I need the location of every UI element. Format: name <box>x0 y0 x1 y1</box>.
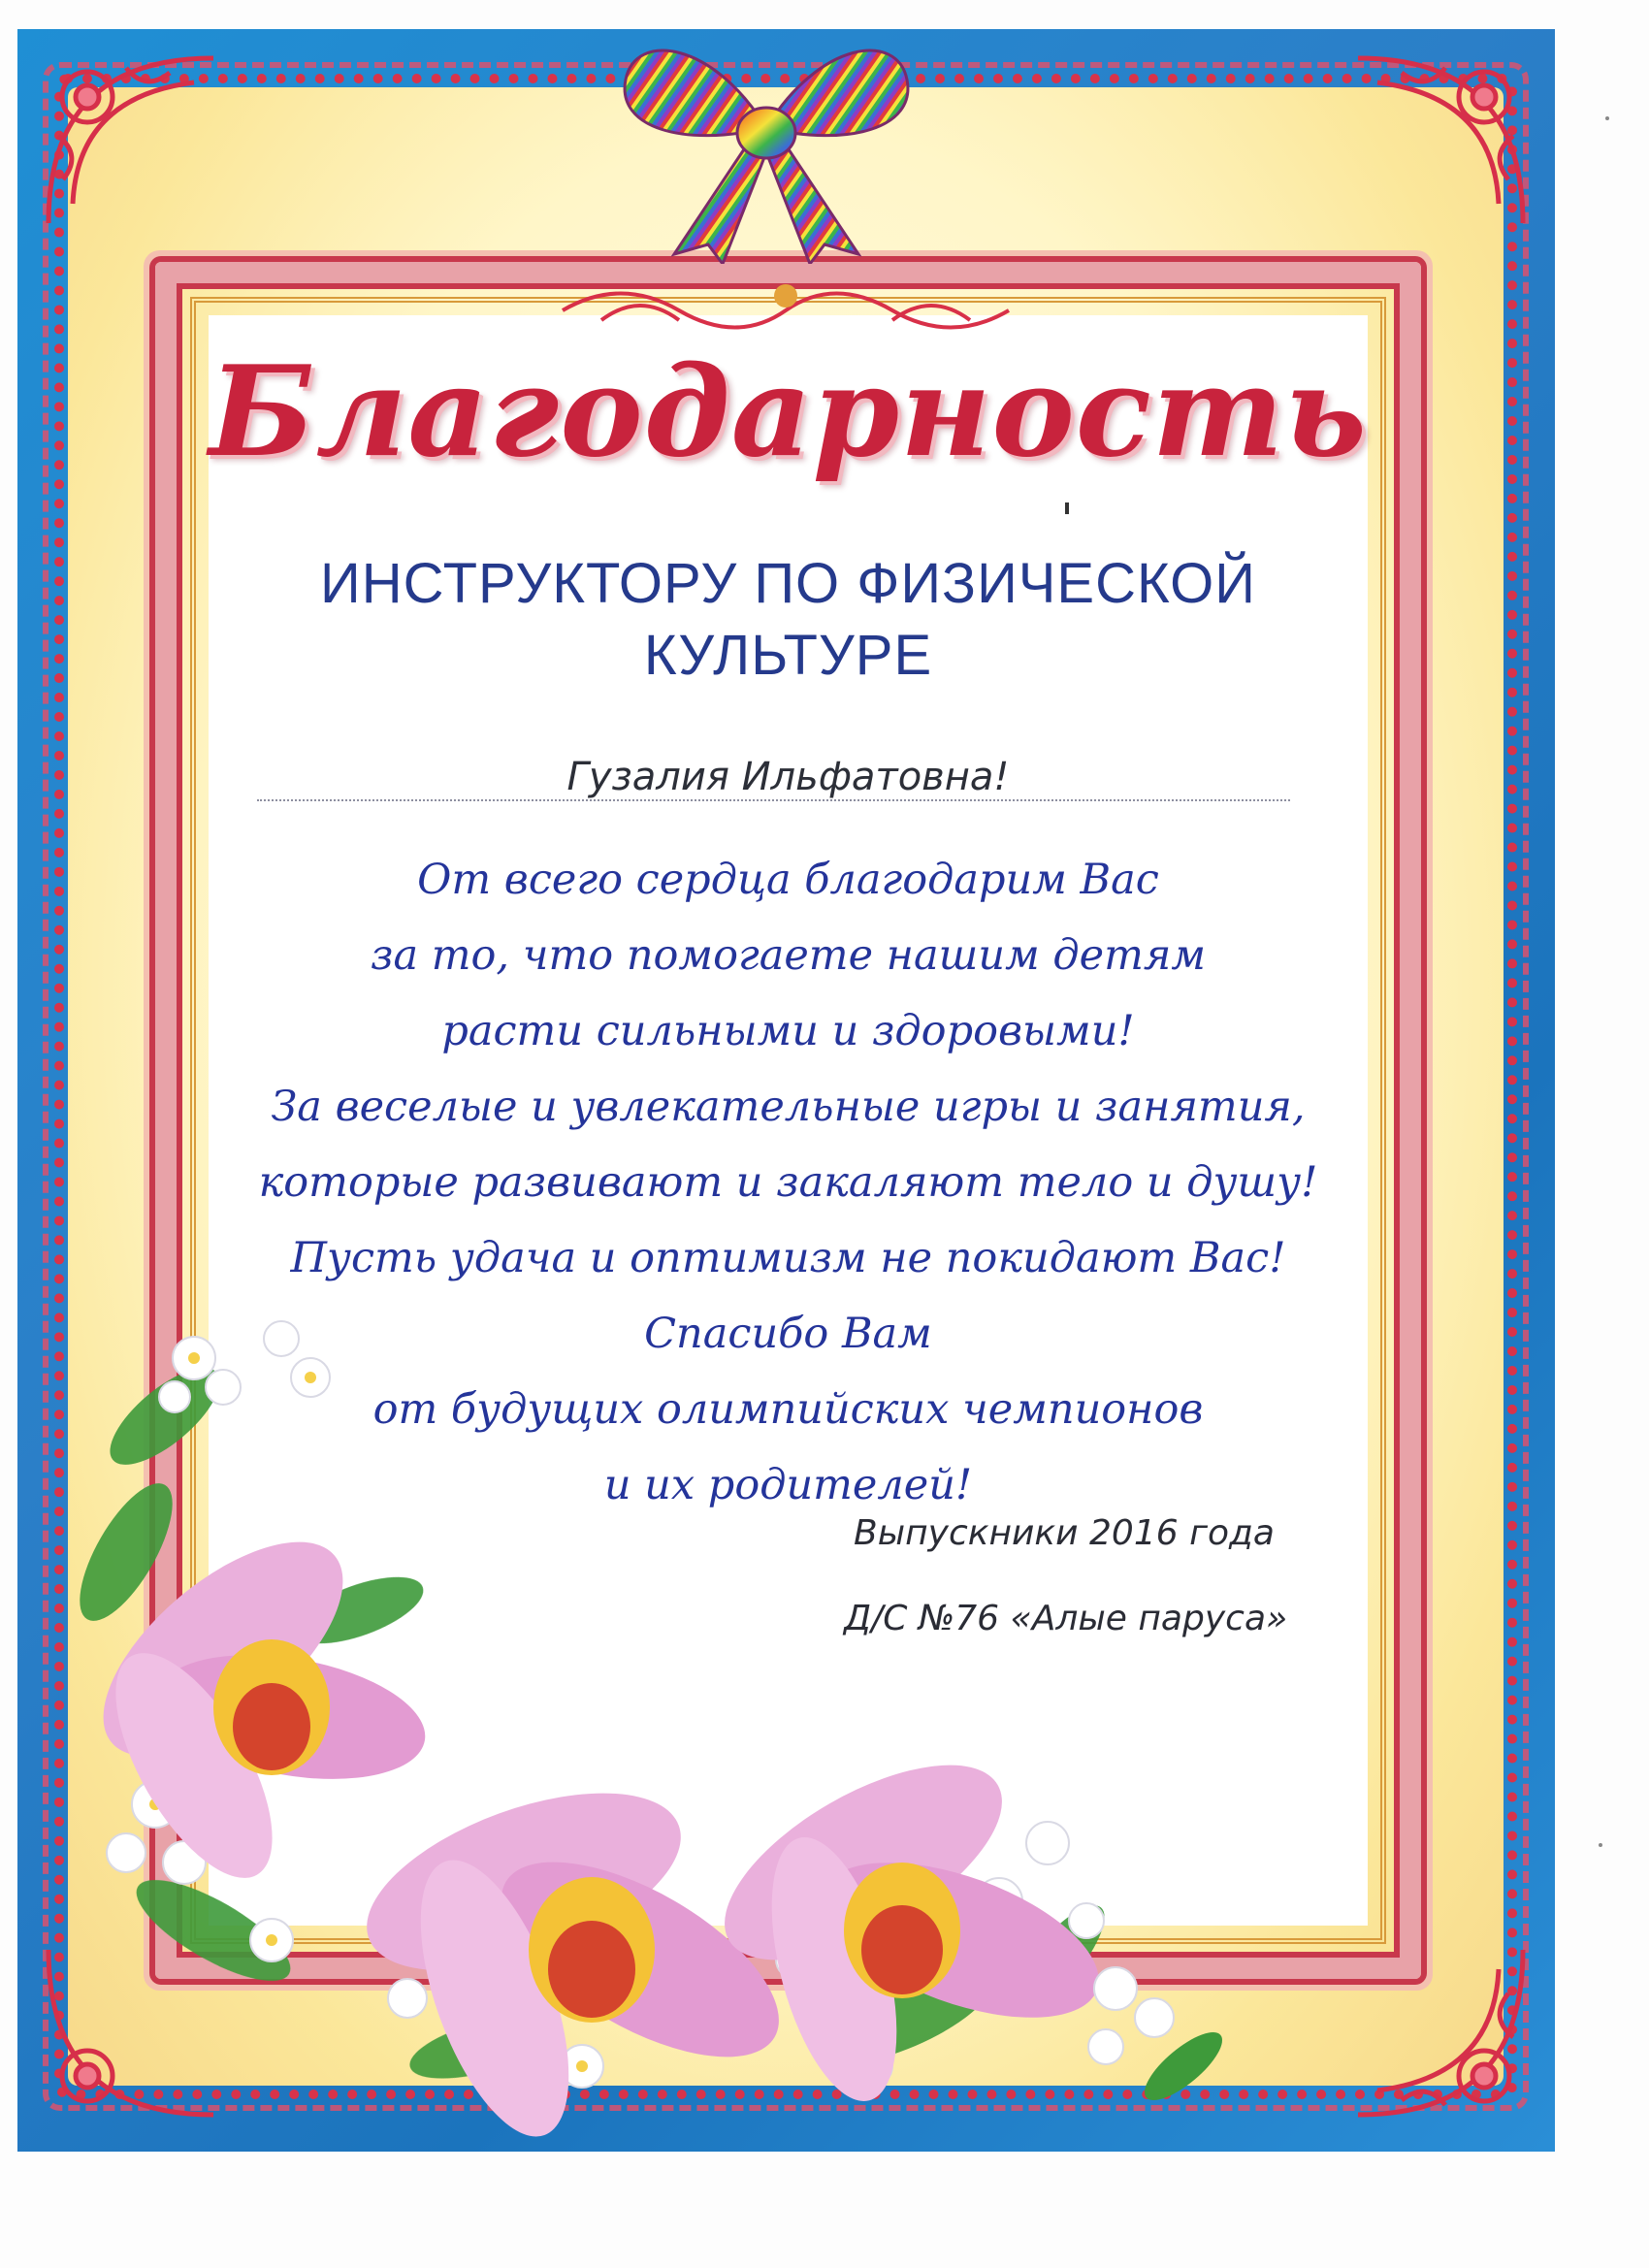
certificate-title: Благодарность <box>209 340 1368 485</box>
signature-graduates: Выпускники 2016 года <box>854 1513 1275 1553</box>
signature-kindergarten: Д/С №76 «Алые паруса» <box>844 1599 1288 1638</box>
corner-ornament-bottom-right <box>1339 1930 1542 2134</box>
recipient-underline <box>257 799 1290 801</box>
scan-dust-dot <box>1605 116 1609 120</box>
body-line: От всего сердца благодарим Вас <box>417 856 1159 904</box>
body-line: За веселые и увлекательные игры и занятия, <box>271 1083 1306 1131</box>
body-line: Спасибо Вам <box>644 1310 932 1358</box>
body-line: от будущих олимпийских чемпионов <box>372 1385 1204 1434</box>
corner-ornament-top-left <box>29 39 233 243</box>
corner-ornament-top-right <box>1339 39 1542 243</box>
certificate-subtitle <box>209 548 1368 692</box>
blossom-cluster-icon <box>1057 1930 1251 2124</box>
body-line: и их родителей! <box>603 1461 973 1509</box>
orchid-bouquet-icon <box>39 1261 1154 2173</box>
subtitle-line-2: КУЛЬТУРЕ <box>643 624 933 687</box>
recipient-name: Гузалия Ильфатовна! <box>566 755 1010 799</box>
body-line: Пусть удача и оптимизм не покидают Вас! <box>290 1234 1286 1282</box>
body-line: которые развивают и закаляют тело и душу! <box>258 1158 1318 1207</box>
ribbon-bow-icon <box>567 21 965 264</box>
stray-ink-mark <box>1065 502 1069 514</box>
body-line: расти сильными и здоровыми! <box>441 1007 1135 1055</box>
body-line: за то, что помогаете нашим детям <box>371 931 1206 980</box>
scan-dust-dot <box>1599 1843 1602 1847</box>
subtitle-line-1: ИНСТРУКТОРУ ПО ФИЗИЧЕСКОЙ <box>320 552 1256 615</box>
crest-ornament <box>543 272 1028 340</box>
